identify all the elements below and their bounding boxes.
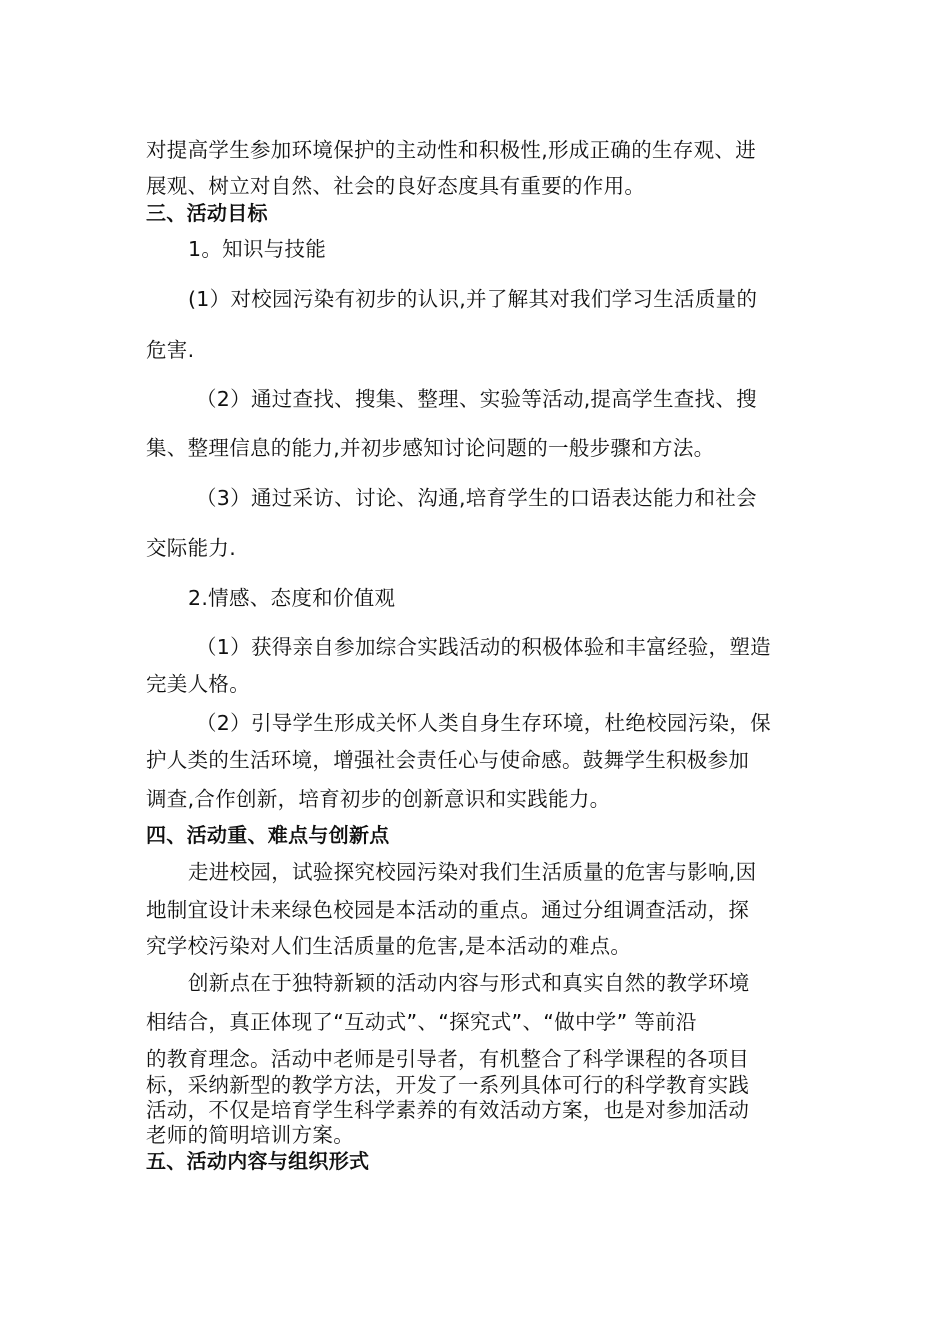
subheading-emotion-values: 2.情感、态度和价值观 bbox=[188, 586, 396, 610]
innovation-line-2: 相结合，真正体现了“互动式”、“探究式”、“做中学” 等前沿 bbox=[146, 1010, 697, 1034]
value-2-line-3: 调查,合作创新，培育初步的创新意识和实践能力。 bbox=[146, 787, 611, 811]
objective-2-line-1: （2）通过查找、搜集、整理、实验等活动,提高学生查找、搜 bbox=[196, 387, 757, 411]
section-heading-key-points: 四、活动重、难点与创新点 bbox=[146, 823, 390, 847]
innovation-line-5: 活动，不仅是培育学生科学素养的有效活动方案，也是对参加活动 bbox=[146, 1098, 750, 1122]
objective-3-line-2: 交际能力. bbox=[146, 536, 237, 560]
value-2-line-1: （2）引导学生形成关怀人类自身生存环境，杜绝校园污染，保 bbox=[196, 711, 771, 735]
innovation-line-6: 老师的简明培训方案。 bbox=[146, 1123, 354, 1147]
key-points-line-2: 地制宜设计未来绿色校园是本活动的重点。通过分组调查活动，探 bbox=[146, 898, 750, 922]
key-points-line-3: 究学校污染对人们生活质量的危害,是本活动的难点。 bbox=[146, 934, 632, 958]
innovation-line-4: 标，采纳新型的教学方法，开发了一系列具体可行的科学教育实践 bbox=[146, 1073, 750, 1097]
objective-1-line-2: 危害. bbox=[146, 338, 195, 362]
value-2-line-2: 护人类的生活环境，增强社会责任心与使命感。鼓舞学生积极参加 bbox=[146, 748, 750, 772]
objective-3-line-1: （3）通过采访、讨论、沟通,培育学生的口语表达能力和社会 bbox=[196, 486, 757, 510]
innovation-line-1: 创新点在于独特新颖的活动内容与形式和真实自然的教学环境 bbox=[188, 971, 750, 995]
paragraph-line-2: 展观、树立对自然、社会的良好态度具有重要的作用。 bbox=[146, 174, 646, 198]
key-points-line-1: 走进校园，试验探究校园污染对我们生活质量的危害与影响,因 bbox=[188, 860, 757, 884]
value-1-line-1: （1）获得亲自参加综合实践活动的积极体验和丰富经验，塑造 bbox=[196, 635, 771, 659]
paragraph-line-1: 对提高学生参加环境保护的主动性和积极性,形成正确的生存观、进 bbox=[146, 138, 757, 162]
innovation-line-3: 的教育理念。活动中老师是引导者，有机整合了科学课程的各项目 bbox=[146, 1047, 750, 1071]
section-heading-objectives: 三、活动目标 bbox=[146, 201, 268, 225]
objective-2-line-2: 集、整理信息的能力,并初步感知讨论问题的一般步骤和方法。 bbox=[146, 436, 715, 460]
value-1-line-2: 完美人格。 bbox=[146, 672, 250, 696]
objective-1-line-1: (1）对校园污染有初步的认识,并了解其对我们学习生活质量的 bbox=[188, 287, 758, 311]
subheading-knowledge-skills: 1。知识与技能 bbox=[188, 237, 327, 261]
section-heading-content-format: 五、活动内容与组织形式 bbox=[146, 1149, 370, 1173]
